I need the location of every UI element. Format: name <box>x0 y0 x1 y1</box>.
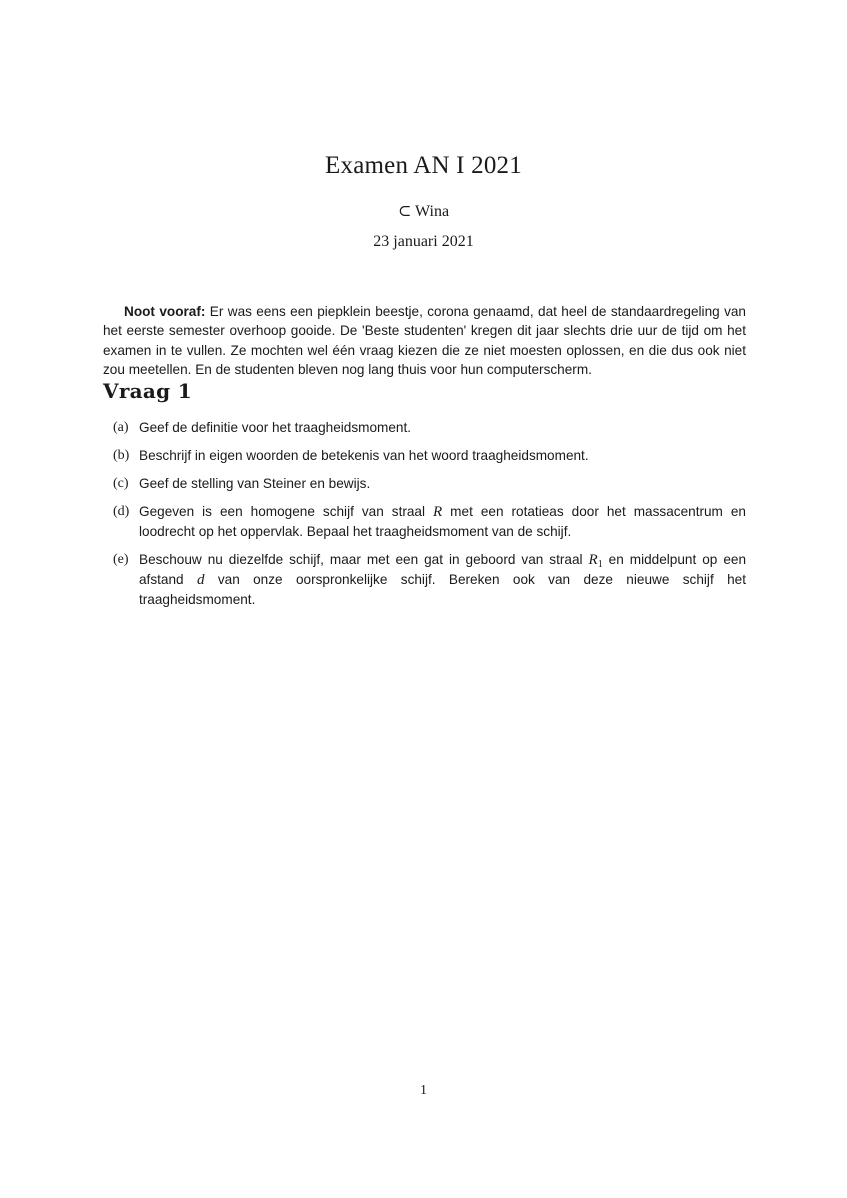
question-marker: (a) <box>113 420 129 435</box>
question-marker: (d) <box>113 504 130 519</box>
question-item-d <box>103 502 746 541</box>
variable-hole-radius <box>589 552 603 568</box>
page-number: 1 <box>420 1083 427 1098</box>
question-text: Geef de definitie voor het traagheidsmoment. <box>139 420 412 435</box>
question-text: Geef de stelling van Steiner en bewijs. <box>139 476 371 491</box>
variable-symbol: R <box>588 552 598 568</box>
question-marker: (c) <box>113 476 129 491</box>
question-text-after: van onze oorspronkelijke schijf. Bereken ook van deze nieuwe schijf het traagheidsmoment. <box>139 572 746 607</box>
variable-distance: d <box>196 572 205 588</box>
question-item-e <box>103 550 746 609</box>
question-item-b <box>103 446 746 465</box>
variable-radius: R <box>433 504 443 520</box>
question-text: Beschrijf in eigen woorden de betekenis van het woord traagheidsmoment. <box>139 448 589 463</box>
document-date: 23 januari 2021 <box>373 233 474 250</box>
question-text-before: Gegeven is een homogene schijf van straal <box>139 504 434 519</box>
question-item-c <box>103 474 746 493</box>
note-text: Er was eens een piepklein beestje, corona genaamd, dat heel de standaardregeling van het eerste semester overhoop gooide. De 'Beste studenten' kregen dit jaar slechts drie uur de tijd om het examen in te vullen. Ze mochten wel één vraag kiezen die ze niet moesten oplossen, en die dus ook niet zou meetellen. En de studenten bleven nog lang thuis voor hun computerscherm. <box>103 303 746 378</box>
document-title: Examen AN I 2021 <box>325 152 522 179</box>
variable-subscript: 1 <box>597 559 603 570</box>
question-item-a <box>103 418 746 437</box>
question-list <box>103 418 746 618</box>
question-text-middle: en middelpunt op een afstand <box>139 552 746 587</box>
question-text-after: met een rotatieas door het massacentrum en loodrecht op het oppervlak. Bepaal het traagheidsmoment van de schijf. <box>139 504 746 539</box>
note-label: Noot vooraf: <box>124 303 206 319</box>
preliminary-note <box>103 302 746 380</box>
question-text-before: Beschouw nu diezelfde schijf, maar met een gat in geboord van straal <box>139 552 589 567</box>
question-marker: (e) <box>113 552 129 567</box>
question-marker: (b) <box>113 448 130 463</box>
section-title: Vraag 1 <box>103 379 192 403</box>
document-author: ⊂ Wina <box>397 203 450 220</box>
